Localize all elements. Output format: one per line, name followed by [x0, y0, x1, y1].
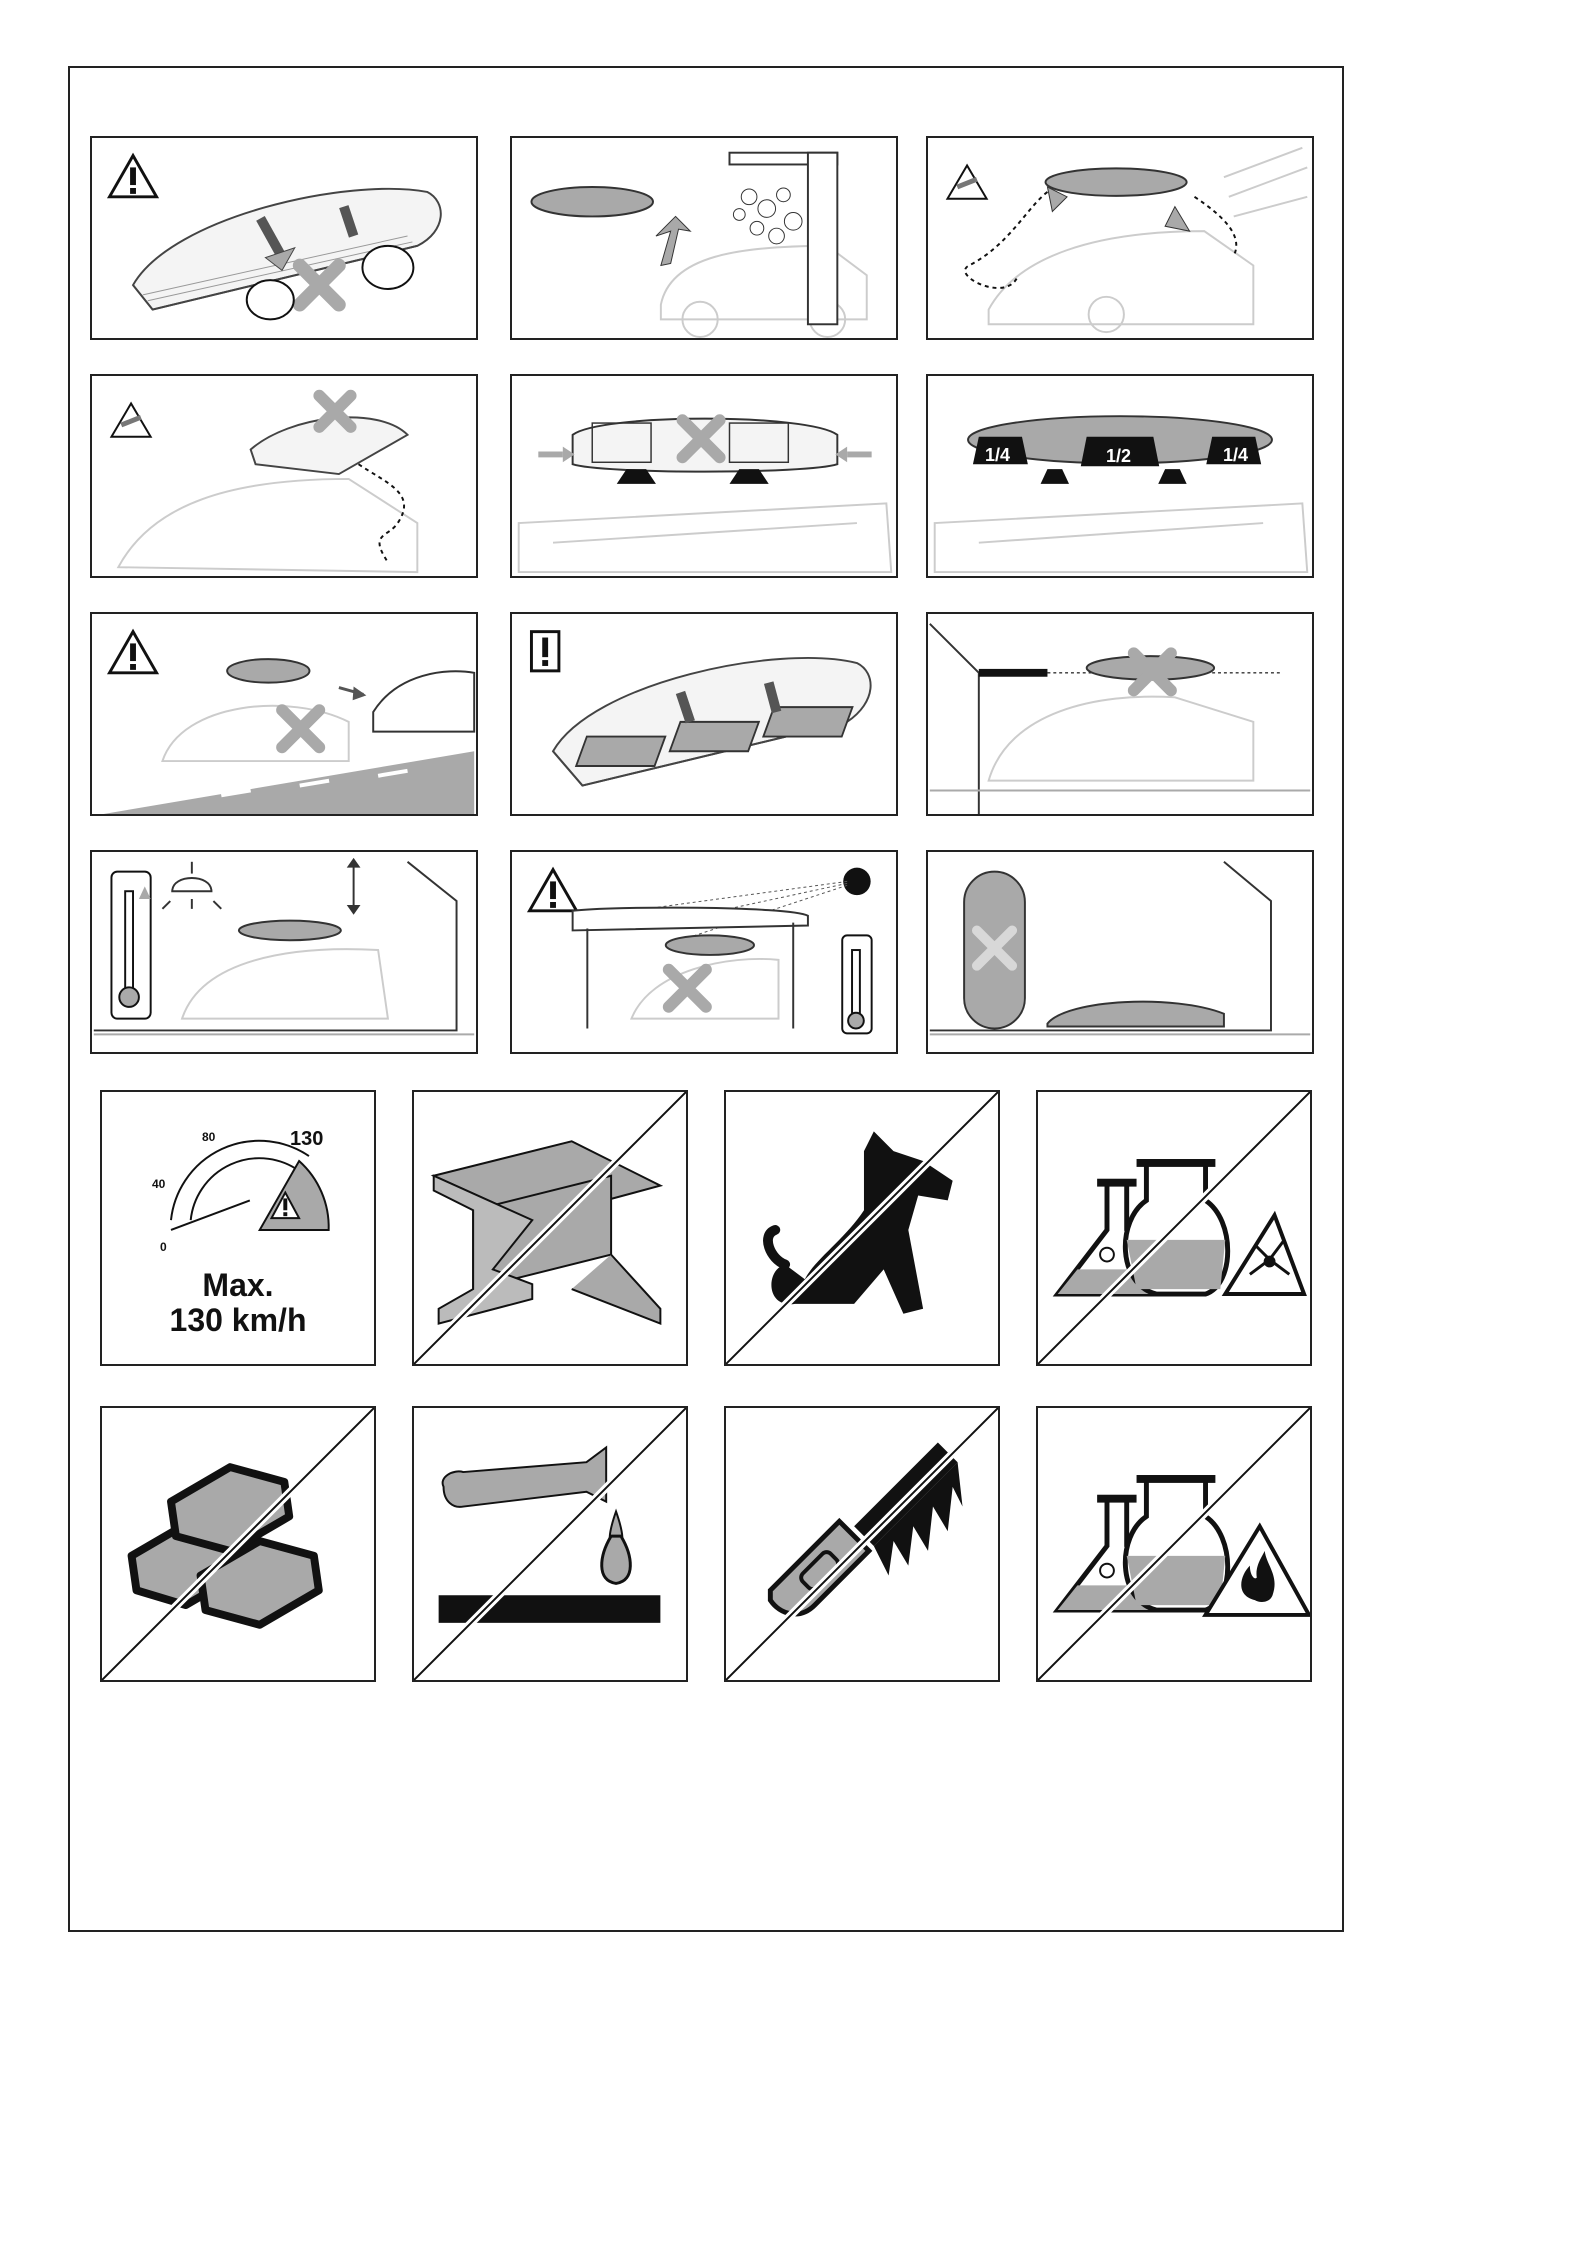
panel-storage-indoor — [90, 850, 478, 1054]
panel-load-inside — [510, 612, 898, 816]
panel-lid-closed-wind — [90, 374, 478, 578]
speedometer-icon — [171, 1141, 329, 1230]
gauge-label-40: 40 — [152, 1177, 166, 1191]
prohibited-flammables — [1036, 1406, 1312, 1682]
panel-mount-positioning — [510, 374, 898, 578]
speed-limit-sign — [100, 1090, 376, 1366]
thermometer-icon — [111, 872, 150, 1019]
warning-triangle-icon — [109, 632, 156, 673]
weight-label-left: 1/4 — [985, 445, 1011, 465]
flammable-chemicals-icon — [1058, 1475, 1309, 1615]
panel-lid-pinch-warning — [90, 136, 478, 340]
prohibited-animals — [724, 1090, 1000, 1366]
prohibited-explosives — [1036, 1090, 1312, 1366]
gauge-label-80: 80 — [202, 1130, 216, 1144]
gauge-label-130: 130 — [290, 1128, 324, 1150]
panel-wind-secure — [926, 136, 1314, 340]
speed-limit-line1: Max. — [202, 1267, 274, 1303]
wind-warning-icon — [947, 165, 986, 198]
prohibited-steel-beam — [412, 1090, 688, 1366]
panel-garage-height — [926, 612, 1314, 816]
warning-triangle-icon — [109, 156, 156, 197]
car-wash-icon — [729, 153, 837, 325]
panel-car-wash — [510, 136, 898, 340]
page-frame — [68, 66, 1344, 1932]
thermometer-icon — [842, 935, 871, 1033]
prohibited-sharp-objects — [724, 1406, 1000, 1682]
gauge-label-0: 0 — [160, 1240, 167, 1254]
sun-icon — [843, 868, 870, 895]
weight-label-center: 1/2 — [1106, 446, 1132, 466]
wind-warning-icon — [111, 403, 150, 436]
cross-mark-icon — [300, 265, 339, 304]
panel-weight-distribution — [926, 374, 1314, 578]
prohibited-leaking — [412, 1406, 688, 1682]
cross-mark-icon — [282, 710, 319, 747]
speed-limit-line2: 130 km/h — [169, 1302, 307, 1338]
warning-triangle-icon — [529, 870, 576, 911]
oil-drip-icon — [439, 1447, 661, 1622]
prohibited-heavy-metal — [100, 1406, 376, 1682]
exclamation-square-icon — [531, 632, 558, 671]
panel-road-traffic — [90, 612, 478, 816]
ceiling-lamp-icon — [162, 862, 221, 909]
panel-sun-heat — [510, 850, 898, 1054]
panel-storage-flat — [926, 850, 1314, 1054]
dog-icon — [768, 1131, 953, 1313]
weight-label-right: 1/4 — [1223, 445, 1249, 465]
cross-mark-icon — [669, 970, 706, 1007]
